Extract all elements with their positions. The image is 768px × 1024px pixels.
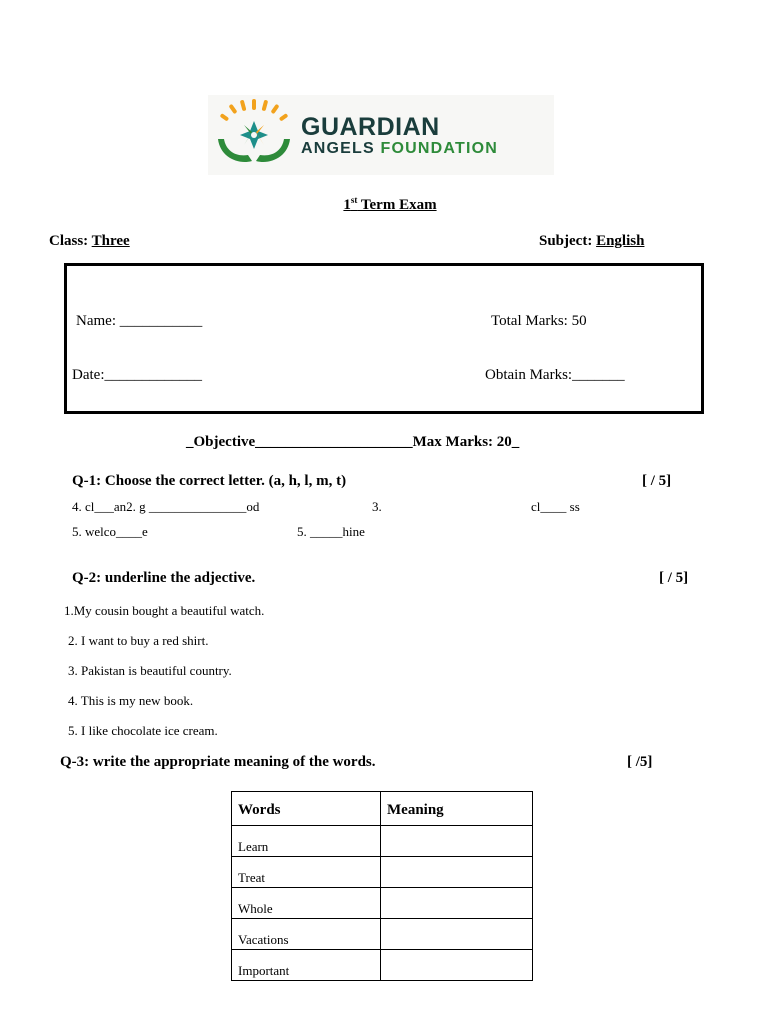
meaning-cell[interactable] [381, 950, 533, 981]
meaning-cell[interactable] [381, 888, 533, 919]
q2-item: 5. I like chocolate ice cream. [68, 723, 218, 738]
logo-foundation: FOUNDATION [380, 140, 498, 157]
total-marks: Total Marks: 50 [491, 313, 587, 329]
term-superscript: st [350, 195, 358, 205]
name-field: Name: ___________ [76, 313, 203, 329]
q2-item: 4. This is my new book. [68, 693, 194, 708]
word-cell: Whole [232, 888, 381, 919]
q1-item: 4. cl___an2. g _______________od [72, 499, 260, 514]
table-header-row [232, 792, 533, 826]
q3-title: Q-3: write the appropriate meaning of the words. [60, 754, 376, 770]
logo-line2 [301, 140, 498, 158]
obtain-marks: Obtain Marks:_______ [485, 367, 625, 383]
words-header: Words [232, 792, 381, 826]
q3-marks: [ /5] [627, 754, 653, 770]
logo-angels: ANGELS [301, 140, 375, 157]
meaning-header: Meaning [381, 792, 533, 826]
q1-marks: [ / 5] [642, 473, 672, 489]
subject-value: English [596, 233, 645, 249]
objective-heading: _Objective_____________________Max Marks: 20_ [186, 434, 520, 450]
class-label: Class: [49, 233, 89, 249]
word-cell: Treat [232, 857, 381, 888]
q2-marks: [ / 5] [659, 570, 689, 586]
table-row [232, 950, 533, 981]
student-info-box [64, 263, 704, 414]
sun-hands-emblem-icon [208, 95, 300, 175]
meaning-cell[interactable] [381, 826, 533, 857]
foundation-logo [208, 95, 554, 175]
q2-title: Q-2: underline the adjective. [72, 570, 256, 586]
date-field: Date:_____________ [72, 367, 202, 383]
q1-item: 5. _____hine [297, 524, 365, 539]
q1-item: cl____ ss [531, 499, 580, 514]
q1-item: 5. welco____e [72, 524, 148, 539]
q1-item: 3. [372, 499, 382, 514]
word-cell: Important [232, 950, 381, 981]
table-row [232, 857, 533, 888]
term-number: 1 [343, 197, 351, 213]
exam-title [0, 195, 768, 214]
q2-item: 1.My cousin bought a beautiful watch. [64, 603, 265, 618]
table-row [232, 826, 533, 857]
subject-label: Subject: [539, 233, 593, 249]
table-row [232, 888, 533, 919]
meaning-cell[interactable] [381, 857, 533, 888]
word-meaning-table [231, 791, 533, 981]
meaning-cell[interactable] [381, 919, 533, 950]
subject-field [539, 233, 644, 250]
term-text: Term Exam [357, 197, 437, 213]
word-cell: Vacations [232, 919, 381, 950]
table-row [232, 919, 533, 950]
class-field [49, 233, 130, 250]
logo-line1: GUARDIAN [301, 113, 440, 141]
word-cell: Learn [232, 826, 381, 857]
class-value: Three [91, 233, 130, 249]
q2-item: 3. Pakistan is beautiful country. [68, 663, 232, 678]
q2-item: 2. I want to buy a red shirt. [68, 633, 209, 648]
q1-title: Q-1: Choose the correct letter. (a, h, l, m, t) [72, 473, 347, 489]
